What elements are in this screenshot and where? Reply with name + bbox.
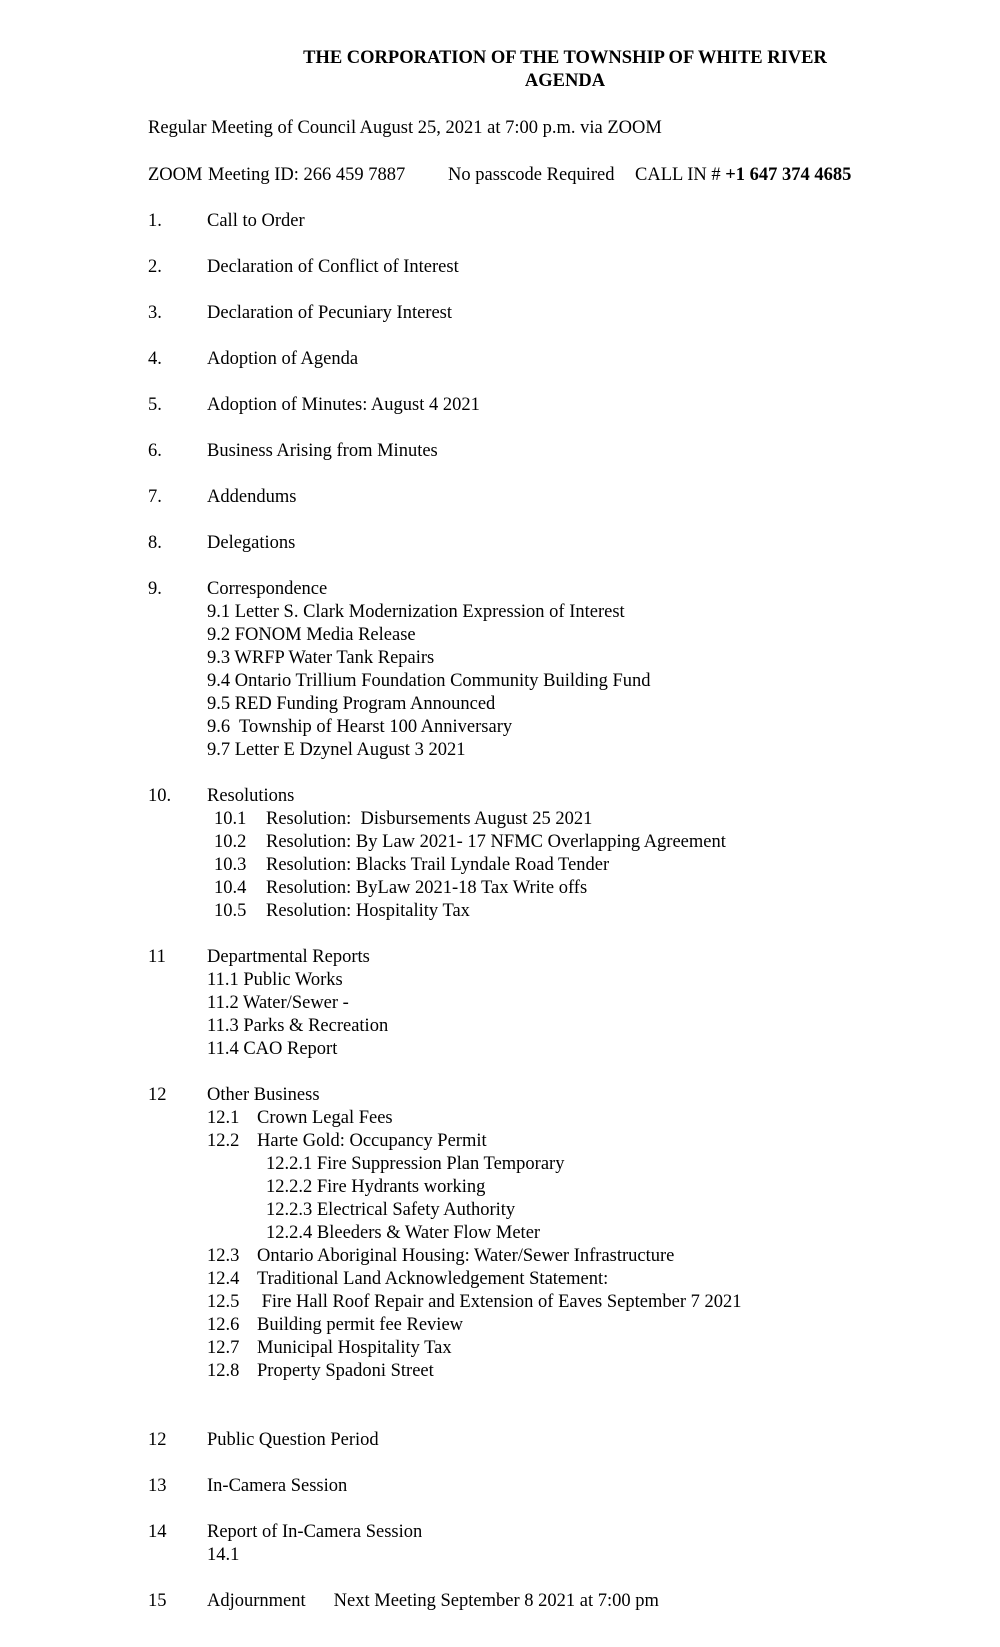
sub-item-text: Ontario Aboriginal Housing: Water/Sewer Infrastructure xyxy=(257,1246,675,1266)
sub-item: 14.1 xyxy=(207,1545,240,1565)
sub-item: 9.4 Ontario Trillium Foundation Community Building Fund xyxy=(207,671,651,691)
sub-item-number: 12.6 xyxy=(207,1315,240,1335)
item-title: Addendums xyxy=(207,487,297,507)
agenda-item xyxy=(148,1475,968,1498)
item-number: 7. xyxy=(148,487,162,507)
sub-item-text: Resolution: Hospitality Tax xyxy=(266,901,470,921)
sub-item-number: 12.4 xyxy=(207,1269,240,1289)
agenda-item-other-business xyxy=(148,1084,968,1383)
sub-item xyxy=(207,1360,968,1383)
sub-sub-item: 12.2.3 Electrical Safety Authority xyxy=(266,1200,516,1220)
item-title: Delegations xyxy=(207,533,296,553)
sub-item: 11.4 CAO Report xyxy=(207,1039,338,1059)
agenda-item xyxy=(148,1429,968,1452)
sub-item-number: 10.2 xyxy=(214,832,247,852)
item-number: 9. xyxy=(148,579,162,599)
next-meeting: Next Meeting September 8 2021 at 7:00 pm xyxy=(333,1591,659,1611)
sub-item: 9.7 Letter E Dzynel August 3 2021 xyxy=(207,740,466,760)
item-title: Correspondence xyxy=(207,579,328,599)
sub-item-text: Property Spadoni Street xyxy=(257,1361,434,1381)
item-title: Call to Order xyxy=(207,211,305,231)
sub-item: 9.1 Letter S. Clark Modernization Expression of Interest xyxy=(207,602,625,622)
sub-item: 11.2 Water/Sewer - xyxy=(207,993,349,1013)
zoom-call-in xyxy=(635,164,851,187)
agenda-item xyxy=(148,486,968,509)
item-number: 11 xyxy=(148,947,166,967)
sub-item-number: 12.1 xyxy=(207,1108,240,1128)
agenda-item-resolutions xyxy=(148,785,968,923)
agenda-item xyxy=(148,348,968,371)
item-title: Report of In-Camera Session xyxy=(207,1522,423,1542)
item-number: 15 xyxy=(148,1591,167,1611)
sub-item: 9.6 Township of Hearst 100 Anniversary xyxy=(207,717,513,737)
item-number: 6. xyxy=(148,441,162,461)
agenda-item xyxy=(148,440,968,463)
agenda-item-departmental-reports xyxy=(148,946,968,1061)
item-number: 2. xyxy=(148,257,162,277)
item-number: 1. xyxy=(148,211,162,231)
sub-item-number: 10.3 xyxy=(214,855,247,875)
sub-item xyxy=(207,808,968,831)
item-number: 8. xyxy=(148,533,162,553)
document-title: THE CORPORATION OF THE TOWNSHIP OF WHITE RIVER xyxy=(303,48,827,68)
item-title: Departmental Reports xyxy=(207,947,370,967)
sub-item: 9.2 FONOM Media Release xyxy=(207,625,416,645)
item-title: Other Business xyxy=(207,1085,320,1105)
zoom-passcode: No passcode Required xyxy=(448,165,615,185)
agenda-item xyxy=(148,532,968,555)
item-number: 4. xyxy=(148,349,162,369)
sub-item xyxy=(207,1314,968,1337)
sub-item: 9.5 RED Funding Program Announced xyxy=(207,694,496,714)
item-number: 12 xyxy=(148,1085,167,1105)
zoom-label: ZOOM xyxy=(148,165,203,185)
agenda-items xyxy=(148,210,968,1636)
sub-item-text: Fire Hall Roof Repair and Extension of Eaves September 7 2021 xyxy=(257,1292,742,1312)
sub-item xyxy=(207,1130,968,1153)
document-subtitle: AGENDA xyxy=(524,71,606,91)
sub-item-text: Resolution: Disbursements August 25 2021 xyxy=(266,809,593,829)
item-title: Declaration of Conflict of Interest xyxy=(207,257,459,277)
sub-sub-item: 12.2.1 Fire Suppression Plan Temporary xyxy=(266,1154,565,1174)
agenda-item xyxy=(148,256,968,279)
sub-item-text: Resolution: ByLaw 2021-18 Tax Write offs xyxy=(266,878,588,898)
item-title: Business Arising from Minutes xyxy=(207,441,438,461)
item-title: Resolutions xyxy=(207,786,295,806)
agenda-item xyxy=(148,394,968,417)
item-title: Adoption of Agenda xyxy=(207,349,359,369)
sub-item-number: 10.5 xyxy=(214,901,247,921)
sub-item-text: Resolution: Blacks Trail Lyndale Road Tender xyxy=(266,855,610,875)
sub-item-text: Resolution: By Law 2021- 17 NFMC Overlapping Agreement xyxy=(266,832,726,852)
sub-item-text: Building permit fee Review xyxy=(257,1315,464,1335)
sub-item-number: 12.7 xyxy=(207,1338,240,1358)
item-title: Public Question Period xyxy=(207,1430,379,1450)
sub-item xyxy=(207,1245,968,1268)
agenda-item xyxy=(148,1521,968,1567)
sub-sub-item: 12.2.4 Bleeders & Water Flow Meter xyxy=(266,1223,541,1243)
sub-item: 11.1 Public Works xyxy=(207,970,343,990)
agenda-item xyxy=(148,302,968,325)
zoom-meeting-id: Meeting ID: 266 459 7887 xyxy=(208,165,406,185)
sub-item xyxy=(207,1268,968,1291)
sub-sub-item: 12.2.2 Fire Hydrants working xyxy=(266,1177,486,1197)
sub-item xyxy=(207,877,968,900)
item-number: 10. xyxy=(148,786,172,806)
sub-item xyxy=(207,1337,968,1360)
sub-item-number: 12.2 xyxy=(207,1131,240,1151)
sub-item-number: 10.1 xyxy=(214,809,247,829)
sub-item xyxy=(207,1107,968,1130)
call-in-number: +1 647 374 4685 xyxy=(725,165,852,185)
sub-item xyxy=(207,831,968,854)
item-title: Adjournment xyxy=(207,1591,306,1611)
sub-item-text: Crown Legal Fees xyxy=(257,1108,393,1128)
sub-item xyxy=(207,1291,968,1314)
sub-item-text: Traditional Land Acknowledgement Statement: xyxy=(257,1269,609,1289)
sub-item-number: 12.3 xyxy=(207,1246,240,1266)
item-title: In-Camera Session xyxy=(207,1476,348,1496)
item-number: 5. xyxy=(148,395,162,415)
agenda-item xyxy=(148,210,968,233)
sub-item-number: 12.5 xyxy=(207,1292,240,1312)
sub-item xyxy=(207,900,968,923)
item-title: Declaration of Pecuniary Interest xyxy=(207,303,453,323)
sub-item-number: 10.4 xyxy=(214,878,247,898)
agenda-item-adjournment xyxy=(148,1590,968,1613)
sub-item xyxy=(207,854,968,877)
call-in-label: CALL IN # xyxy=(635,165,721,185)
sub-item: 11.3 Parks & Recreation xyxy=(207,1016,389,1036)
item-number: 12 xyxy=(148,1430,167,1450)
item-title: Adoption of Minutes: August 4 2021 xyxy=(207,395,480,415)
sub-item: 9.3 WRFP Water Tank Repairs xyxy=(207,648,435,668)
item-number: 3. xyxy=(148,303,162,323)
item-number: 13 xyxy=(148,1476,167,1496)
agenda-item-correspondence xyxy=(148,578,968,762)
item-number: 14 xyxy=(148,1522,167,1542)
sub-item-number: 12.8 xyxy=(207,1361,240,1381)
sub-item-text: Municipal Hospitality Tax xyxy=(257,1338,452,1358)
meeting-info: Regular Meeting of Council August 25, 2021 at 7:00 p.m. via ZOOM xyxy=(148,118,662,138)
sub-item-text: Harte Gold: Occupancy Permit xyxy=(257,1131,487,1151)
